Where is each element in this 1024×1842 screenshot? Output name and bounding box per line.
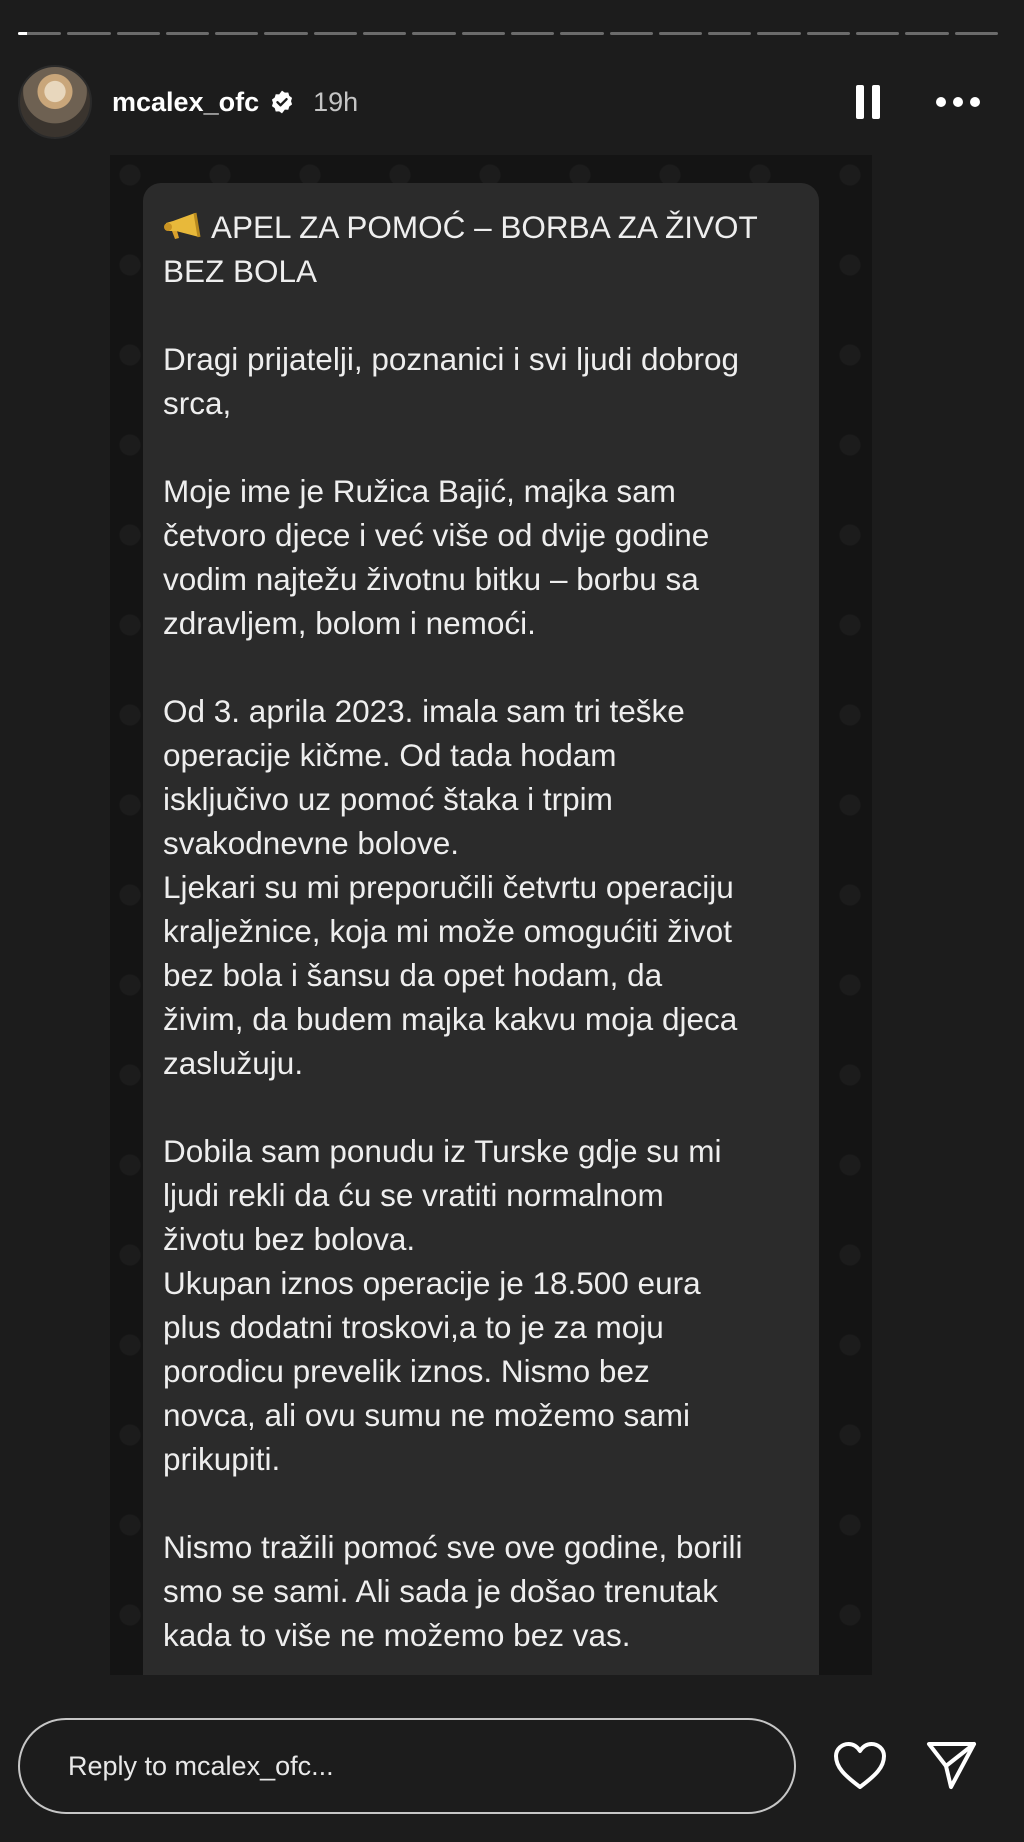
story-header xyxy=(18,62,1008,142)
progress-segment-7 xyxy=(314,32,357,35)
progress-segment-2 xyxy=(67,32,110,35)
username[interactable]: mcalex_ofc xyxy=(112,86,260,117)
message-title-line: APEL ZA POMOĆ – BORBA ZA ŽIVOT xyxy=(211,209,758,245)
pause-button[interactable] xyxy=(848,80,888,124)
message-line: zdravljem, bolom i nemoći. xyxy=(163,605,536,641)
megaphone-icon xyxy=(163,211,203,241)
reply-input[interactable] xyxy=(66,1750,750,1783)
message-line: operacije kičme. Od tada hodam xyxy=(163,737,617,773)
progress-segment-20 xyxy=(955,32,998,35)
message-line: kralježnice, koja mi može omogućiti život xyxy=(163,913,732,949)
message-line: srca, xyxy=(163,385,232,421)
more-options-icon xyxy=(970,97,980,107)
message-line: porodicu prevelik iznos. Nismo bez xyxy=(163,1353,650,1389)
progress-segment-12 xyxy=(560,32,603,35)
progress-segment-4 xyxy=(166,32,209,35)
message-bubble xyxy=(143,183,819,1675)
message-line: kada to više ne možemo bez vas. xyxy=(163,1617,631,1653)
progress-segment-16 xyxy=(757,32,800,35)
message-line: plus dodatni troskovi,a to je za moju xyxy=(163,1309,664,1345)
progress-fill xyxy=(18,32,27,35)
progress-segment-19 xyxy=(905,32,948,35)
message-line: smo se sami. Ali sada je došao trenutak xyxy=(163,1573,719,1609)
message-line: Dobila sam ponudu iz Turske gdje su mi xyxy=(163,1133,722,1169)
progress-segment-1 xyxy=(18,32,61,35)
story-image[interactable] xyxy=(110,155,872,1675)
message-line: svakodnevne bolove. xyxy=(163,825,459,861)
message-line: Moje ime je Ružica Bajić, majka sam xyxy=(163,473,676,509)
pause-icon xyxy=(856,85,864,119)
message-line: BEZ BOLA xyxy=(163,253,318,289)
message-line: Dragi prijatelji, poznanici i svi ljudi dobrog xyxy=(163,341,740,377)
message-line: ljudi rekli da ću se vratiti normalnom xyxy=(163,1177,664,1213)
heart-icon[interactable] xyxy=(832,1740,888,1792)
pause-icon xyxy=(872,85,880,119)
more-options-icon xyxy=(953,97,963,107)
avatar[interactable] xyxy=(18,65,92,139)
progress-segment-5 xyxy=(215,32,258,35)
reply-field[interactable] xyxy=(18,1718,796,1814)
message-title xyxy=(163,205,801,249)
message-line: živim, da budem majka kakvu moja djeca xyxy=(163,1001,738,1037)
message-line: zaslužuju. xyxy=(163,1045,304,1081)
progress-segment-18 xyxy=(856,32,899,35)
message-line: isključivo uz pomoć štaka i trpim xyxy=(163,781,613,817)
message-line: vodim najtežu životnu bitku – borbu sa xyxy=(163,561,699,597)
message-line: Od 3. aprila 2023. imala sam tri teške xyxy=(163,693,685,729)
message-line: novca, ali ovu sumu ne možemo sami xyxy=(163,1397,690,1433)
message-line: životu bez bolova. xyxy=(163,1221,416,1257)
progress-segment-17 xyxy=(807,32,850,35)
story-progress-bar xyxy=(18,32,998,35)
progress-segment-13 xyxy=(610,32,653,35)
progress-segment-11 xyxy=(511,32,554,35)
progress-segment-8 xyxy=(363,32,406,35)
message-line: Ukupan iznos operacije je 18.500 eura xyxy=(163,1265,701,1301)
progress-segment-3 xyxy=(117,32,160,35)
message-line: Ljekari su mi preporučili četvrtu operaciju xyxy=(163,869,734,905)
message-line: prikupiti. xyxy=(163,1441,281,1477)
send-icon[interactable] xyxy=(924,1738,978,1792)
progress-segment-15 xyxy=(708,32,751,35)
message-line: četvoro djece i već više od dvije godine xyxy=(163,517,710,553)
post-timestamp: 19h xyxy=(313,86,359,117)
message-line: Nismo tražili pomoć sve ove godine, borili xyxy=(163,1529,743,1565)
verified-badge-icon xyxy=(269,89,295,115)
progress-segment-9 xyxy=(412,32,455,35)
message-line: bez bola i šansu da opet hodam, da xyxy=(163,957,663,993)
more-options-button[interactable] xyxy=(928,80,988,124)
progress-segment-6 xyxy=(264,32,307,35)
progress-segment-10 xyxy=(462,32,505,35)
progress-segment-14 xyxy=(659,32,702,35)
more-options-icon xyxy=(936,97,946,107)
